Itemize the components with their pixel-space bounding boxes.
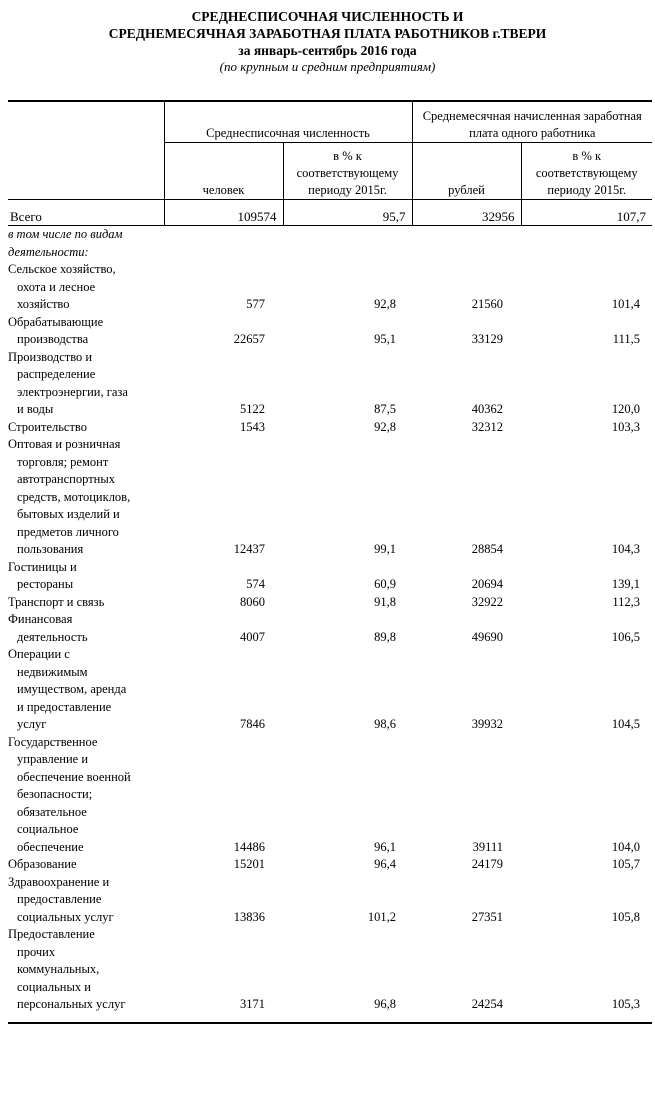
row-label [8, 734, 164, 857]
cell-pct2: 103,3 [611, 419, 640, 434]
table-row [8, 874, 652, 927]
row-label-continuation: и предоставление [17, 699, 112, 714]
cell-pct1: 92,8 [374, 419, 396, 434]
table-row [8, 611, 652, 646]
row-label [8, 874, 164, 927]
cell-pct1: 95,1 [374, 332, 396, 346]
row-label-first-line: Финансовая [8, 612, 73, 626]
cell-rubles: 32922 [471, 594, 503, 609]
header-empty-cell-2 [8, 143, 164, 200]
cell-people: 1543 [240, 419, 265, 434]
row-label [8, 349, 164, 419]
cell-people: 22657 [233, 332, 265, 346]
cell-pct1: 96,4 [374, 857, 396, 871]
row-label [8, 314, 164, 349]
row-label-continuation: средств, мотоциклов, [17, 489, 131, 504]
row-label-first-line: Предоставление [8, 927, 95, 941]
table-row [8, 856, 652, 874]
row-label-first-line: Гостиницы и [8, 559, 77, 574]
row-label [8, 594, 164, 612]
row-label [8, 611, 164, 646]
cell-rubles: 32312 [471, 419, 503, 434]
row-label-continuation: социальное [17, 822, 79, 836]
row-label-continuation: обязательное [17, 804, 87, 819]
table-row [8, 436, 652, 559]
column-header-pct1: в % к соответствующему периоду 2015г. [283, 143, 412, 200]
table-row [8, 349, 652, 419]
row-label-continuation: социальных и [17, 979, 91, 994]
total-label: Всего [8, 200, 164, 226]
cell-pct1: 91,8 [374, 594, 396, 609]
row-label-continuation: персональных услуг [17, 997, 126, 1011]
cell-pct1: 98,6 [374, 717, 396, 731]
header-empty-cell [8, 101, 164, 143]
cell-rubles: 28854 [471, 542, 503, 556]
row-label [8, 559, 164, 594]
cell-pct2: 104,5 [611, 717, 640, 731]
total-rubles: 32956 [412, 200, 521, 226]
cell-rubles: 24254 [412, 926, 521, 1023]
row-label-continuation: охота и лесное [17, 279, 96, 294]
row-label [8, 436, 164, 559]
cell-pct2: 105,7 [611, 857, 640, 871]
row-label-continuation: автотранспортных [17, 472, 115, 486]
row-label-first-line: Государственное [8, 734, 98, 749]
cell-pct1: 89,8 [374, 629, 396, 644]
row-label-continuation: обеспечение [17, 839, 84, 854]
row-label-first-line: Операции с [8, 647, 70, 661]
cell-people: 13836 [233, 909, 265, 924]
cell-pct2: 104,0 [611, 839, 640, 854]
cell-pct1: 96,8 [283, 926, 412, 1023]
cell-pct2: 111,5 [612, 332, 640, 346]
title-block [0, 8, 655, 75]
row-label-continuation: электроэнергии, газа [17, 384, 128, 399]
row-label-continuation: социальных услуг [17, 909, 114, 924]
table-row [8, 646, 652, 734]
cell-people: 4007 [240, 629, 265, 644]
cell-people: 7846 [240, 717, 265, 731]
cell-people: 5122 [240, 402, 265, 416]
row-label-continuation: предоставление [17, 892, 102, 906]
header-salary: Среднемесячная начисленная заработная плата одного работника [412, 101, 652, 143]
column-header-people: человек [164, 143, 283, 200]
table-row [8, 734, 652, 857]
row-label [8, 646, 164, 734]
cell-rubles: 39932 [471, 717, 503, 731]
row-label-first-line: Образование [8, 857, 77, 871]
cell-rubles: 40362 [471, 402, 503, 416]
title-line-3: за январь-сентябрь 2016 года [238, 43, 417, 58]
total-people: 109574 [164, 200, 283, 226]
column-header-pct2: в % к соответствующему периоду 2015г. [521, 143, 652, 200]
table-row [8, 314, 652, 349]
cell-pct2: 139,1 [611, 577, 640, 591]
row-label-continuation: рестораны [17, 577, 74, 591]
cell-pct2: 105,8 [611, 909, 640, 924]
row-label-continuation: и воды [17, 402, 54, 416]
row-label-continuation: прочих [17, 944, 56, 959]
title-line-1: СРЕДНЕСПИСОЧНАЯ ЧИСЛЕННОСТЬ И [191, 9, 464, 24]
cell-people: 574 [246, 577, 265, 591]
row-label-first-line: Строительство [8, 419, 88, 434]
cell-pct2: 120,0 [611, 402, 640, 416]
row-label-continuation: пользования [17, 542, 84, 556]
row-label-continuation: недвижимым [17, 664, 88, 679]
header-headcount: Среднесписочная численность [164, 101, 412, 143]
cell-pct2: 112,3 [612, 594, 640, 609]
row-label-continuation: управление и [17, 752, 89, 766]
row-label-continuation: производства [17, 332, 89, 346]
cell-people: 15201 [233, 857, 265, 871]
table-row [8, 559, 652, 594]
row-label-first-line: Здравоохранение и [8, 874, 110, 889]
cell-rubles: 20694 [471, 577, 503, 591]
cell-pct2: 101,4 [611, 297, 640, 311]
cell-people: 3171 [164, 926, 283, 1023]
total-pct1: 95,7 [283, 200, 412, 226]
cell-rubles: 27351 [471, 909, 503, 924]
row-label-first-line: Оптовая и розничная [8, 437, 121, 451]
subheader-label: в том числе по видам деятельности: [8, 227, 123, 259]
cell-people: 8060 [240, 594, 265, 609]
cell-pct1: 99,1 [374, 542, 396, 556]
cell-rubles: 21560 [471, 297, 503, 311]
row-label-continuation: безопасности; [17, 787, 93, 801]
row-label-continuation: хозяйство [17, 297, 70, 311]
subheader-row [8, 226, 652, 262]
row-label-first-line: Обрабатывающие [8, 314, 104, 329]
cell-pct2: 104,3 [611, 542, 640, 556]
row-label [8, 926, 164, 1023]
cell-people: 14486 [233, 839, 265, 854]
row-label [8, 419, 164, 437]
row-label-continuation: имуществом, аренда [17, 682, 127, 696]
cell-rubles: 24179 [471, 857, 503, 871]
total-pct2: 107,7 [521, 200, 652, 226]
row-label-continuation: коммунальных, [17, 962, 100, 976]
cell-people: 12437 [233, 542, 265, 556]
table-row [8, 261, 652, 314]
cell-rubles: 33129 [471, 332, 503, 346]
row-label-continuation: деятельность [17, 629, 88, 644]
table-row [8, 926, 652, 1023]
cell-pct1: 60,9 [374, 577, 396, 591]
cell-pct1: 92,8 [374, 297, 396, 311]
title-line-2: СРЕДНЕМЕСЯЧНАЯ ЗАРАБОТНАЯ ПЛАТА РАБОТНИКОВ г.ТВЕРИ [108, 26, 547, 41]
row-label-continuation: торговля; ремонт [17, 454, 109, 469]
cell-pct1: 101,2 [367, 909, 396, 924]
subtitle: (по крупным и средним предприятиям) [219, 59, 436, 74]
total-row [8, 200, 652, 226]
cell-pct2: 106,5 [611, 629, 640, 644]
row-label-first-line: Сельское хозяйство, [8, 262, 116, 276]
row-label-continuation: обеспечение военной [17, 769, 131, 784]
cell-pct1: 87,5 [374, 402, 396, 416]
row-label-continuation: бытовых изделий и [17, 507, 120, 521]
cell-pct1: 96,1 [374, 839, 396, 854]
row-label-continuation: предметов личного [17, 524, 119, 539]
row-label [8, 856, 164, 874]
row-label-first-line: Производство и [8, 349, 93, 364]
table-row [8, 419, 652, 437]
row-label-first-line: Транспорт и связь [8, 594, 105, 609]
table-row [8, 594, 652, 612]
cell-pct2: 105,3 [521, 926, 652, 1023]
cell-rubles: 49690 [471, 629, 503, 644]
row-label-continuation: услуг [17, 717, 47, 731]
statistics-table [8, 100, 652, 1024]
column-header-rubles: рублей [412, 143, 521, 200]
cell-people: 577 [246, 297, 265, 311]
row-label-continuation: распределение [17, 367, 96, 381]
row-label [8, 261, 164, 314]
cell-rubles: 39111 [472, 839, 503, 854]
